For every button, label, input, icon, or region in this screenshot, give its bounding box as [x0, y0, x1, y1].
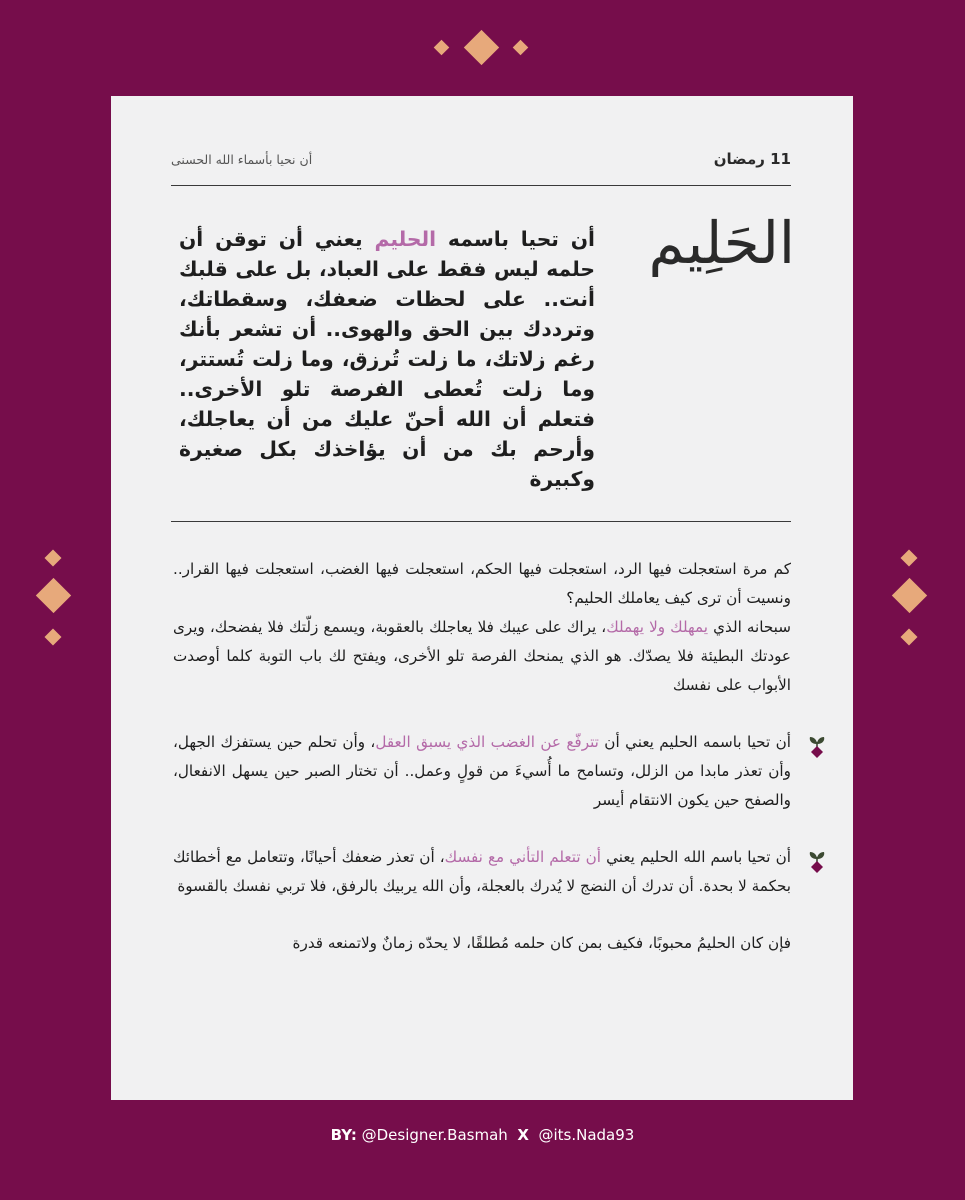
credits-line: [0, 1126, 965, 1144]
paragraph-1-a: كم مرة استعجلت فيها الرد، استعجلت فيها الحكم، استعجلت فيها الغضب، استعجلت فيها القرار.. ونسيت أن ترى كيف يعاملك الحليم؟: [173, 560, 791, 607]
intro-divider: [171, 521, 791, 522]
top-diamond-left: [434, 40, 450, 56]
left-diamond-bottom: [45, 629, 62, 646]
bullet-1-highlight: تترفّع عن الغضب الذي يسبق العقل: [375, 733, 599, 751]
bullet-1-b: ، وأن تحلم حين يستفزك الجهل، وأن تعذر مابدا من الزلل، وتسامح ما أُسيءَ من قولٍ وعمل.. أن تختار الصبر حين يسهل الانفعال، والصفح حين يكون الانتقام أيسر: [173, 733, 791, 809]
bullet-2: [173, 843, 791, 901]
card-header: [171, 150, 791, 176]
sprout-bullet-icon: [807, 734, 827, 758]
right-diamond-top: [901, 550, 918, 567]
paragraph-1: [173, 555, 791, 700]
top-diamond-right: [513, 40, 529, 56]
left-diamond-center: [36, 578, 71, 613]
paragraph-1-b1: سبحانه الذي: [708, 618, 791, 636]
left-diamond-top: [45, 550, 62, 567]
bullet-2-b: ، أن تعذر ضعفك أحيانًا، وتتعامل مع أخطائك بحكمة لا بحدة. أن تدرك أن النضج لا يُدرك بالعجلة، وأن الله يربيك بالرفق، فلا تربي نفسك بالقسوة: [173, 848, 791, 895]
day-label: 11 رمضان: [713, 150, 791, 168]
intro-highlight: الحليم: [374, 227, 437, 251]
closing-paragraph: فإن كان الحليمُ محبوبًا، فكيف بمن كان حلمه مُطلقًا، لا يحدّه زمانٌ ولاتمنعه قدرة: [292, 934, 791, 952]
bullet-2-a: أن تحيا باسم الله الحليم يعني: [601, 848, 791, 866]
credits-by: BY:: [330, 1126, 357, 1144]
name-title: الحَلِيم: [648, 209, 795, 277]
intro-text-2: يعني أن توقن أن حلمه ليس فقط على العباد، بل على قلبك أنت.. على لحظات ضعفك، وسقطاتك، وترددك بين الحق والهوى.. أن تشعر بأنك رغم زلاتك، ما زلت تُرزق، وما زلت تُستتر، وما زلت تُعطى الفرصة تلو الأخرى.. فتعلم أن الله أحنّ عليك من أن يعاجلك، وأرحم بك من أن يؤاخذك بكل صغيرة وكبيرة: [179, 227, 595, 491]
intro-text-1: أن تحيا باسمه: [436, 227, 595, 251]
bullet-1: [173, 728, 791, 815]
intro-paragraph: [179, 224, 595, 494]
bullet-1-a: أن تحيا باسمه الحليم يعني أن: [598, 733, 791, 751]
right-diamond-center: [892, 578, 927, 613]
top-diamond-center: [464, 30, 499, 65]
body-section: [173, 555, 791, 986]
series-title: أن نحيا بأسماء الله الحسنى: [171, 152, 313, 167]
sprout-bullet-icon: [807, 849, 827, 873]
paragraph-1-highlight: يمهلك ولا يهملك: [606, 618, 709, 636]
right-diamond-bottom: [901, 629, 918, 646]
content-card: [111, 96, 853, 1100]
bullet-2-highlight: أن تتعلم التأني مع نفسك: [444, 848, 602, 866]
paragraph-1-b2: ، يراك على عيبك فلا يعاجلك بالعقوبة، ويسمع زلّتك فلا يفضحك، ويرى عودتك البطيئة فلا يصدّك. هو الذي يمنحك الفرصة تلو الأخرى، ويفتح لك باب التوبة كلما أوصدت الأبواب على نفسك: [173, 618, 791, 694]
header-divider: [171, 185, 791, 186]
writer-handle[interactable]: @its.Nada93: [538, 1126, 635, 1144]
designer-handle[interactable]: @Designer.Basmah: [361, 1126, 508, 1144]
credits-x: X: [517, 1126, 529, 1144]
